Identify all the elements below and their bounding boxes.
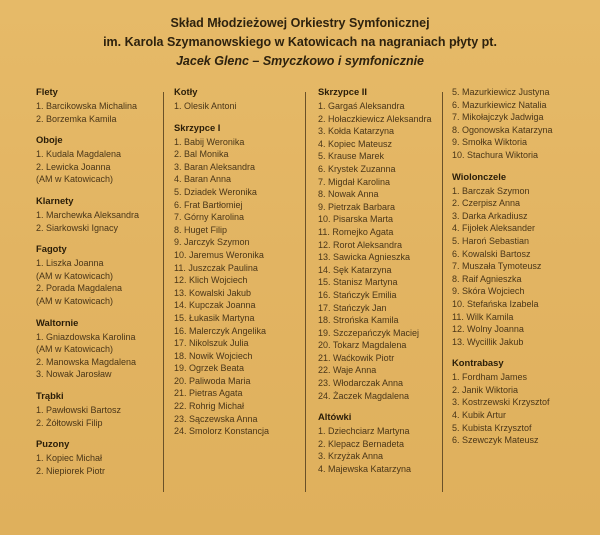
section-title: Oboje (36, 134, 63, 146)
musician-entry: 10. Stefańska Izabela (452, 298, 539, 309)
musician-entry: 11. Wilk Kamila (452, 311, 514, 322)
musician-entry: 7. Mikołajczyk Jadwiga (452, 112, 544, 123)
instrument-section (452, 86, 592, 162)
musician-entry: 7. Migdał Karolina (318, 176, 391, 187)
musician-entry: 1. Dziechciarz Martyna (318, 426, 410, 437)
musician-entry: 7. Muszała Tymoteusz (452, 261, 542, 272)
musician-entry: 4. Fijołek Aleksander (452, 223, 536, 234)
musician-entry: 5. Dziadek Weronika (174, 186, 257, 197)
musician-entry: 5. Mazurkiewicz Justyna (452, 87, 550, 97)
musician-entry: 19. Ogrzek Beata (174, 363, 245, 374)
musician-entry: 5. Haroń Sebastian (452, 235, 530, 246)
musician-entry: 1. Marchewka Aleksandra (36, 209, 140, 220)
musician-entry: 2. Bal Monika (174, 149, 229, 160)
musician-entry: 9. Pietrzak Barbara (318, 201, 396, 212)
musician-entry: 13. Wycillik Jakub (452, 336, 524, 347)
musician-entry: 10. Pisarska Marta (318, 214, 394, 225)
musician-entry: 1. Babij Weronika (174, 136, 245, 147)
musician-entry: 2. Żółtowski Filip (36, 417, 103, 428)
instrument-section (36, 390, 154, 429)
musician-entry: 5. Krause Marek (318, 151, 385, 162)
musician-entry: 2. Manowska Magdalena (36, 356, 137, 367)
musician-entry: 11. Romejko Agata (318, 226, 394, 237)
section-title: Altówki (318, 411, 352, 423)
header (0, 14, 600, 71)
musician-entry: 1. Kudala Magdalena (36, 149, 122, 160)
musician-entry: 1. Fordham James (452, 372, 528, 383)
musician-entry: 10. Stachura Wiktoria (452, 149, 539, 160)
musician-entry: 1. Gargaś Aleksandra (318, 101, 405, 111)
musician-entry: 2. Lewicka Joanna (36, 161, 111, 172)
musician-entry: 6. Mazurkiewicz Natalia (452, 99, 547, 110)
musician-entry: 2. Czerpisz Anna (452, 198, 521, 209)
musician-entry: 2. Siarkowski Ignacy (36, 222, 119, 233)
musician-entry: 18. Nowik Wojciech (174, 350, 253, 361)
musician-entry: 18. Strońska Kamila (318, 315, 399, 326)
musician-entry: 9. Skóra Wojciech (452, 286, 525, 297)
musician-entry: 1. Pawłowski Bartosz (36, 404, 122, 415)
musician-entry: (AM w Katowicach) (36, 344, 114, 355)
musician-entry: 22. Waje Anna (318, 365, 377, 376)
musician-entry: 2. Porada Magdalena (36, 283, 123, 294)
musician-entry: 8. Ogonowska Katarzyna (452, 124, 553, 135)
musician-entry: 3. Nowak Jarosław (36, 369, 112, 380)
musician-entry: 3. Krzyżak Anna (318, 451, 384, 462)
musician-entry: 7. Górny Karolina (174, 212, 245, 223)
musician-entry: 2. Borzemka Kamila (36, 113, 117, 124)
column-3 (318, 86, 442, 485)
musician-entry: 12. Klich Wojciech (174, 275, 248, 286)
musician-entry: 6. Kowalski Bartosz (452, 248, 531, 259)
musician-entry: 12. Wolny Joanna (452, 324, 524, 335)
musician-entry: 4. Kubik Artur (452, 410, 507, 421)
musician-entry: 22. Rohrig Michał (174, 401, 245, 412)
instrument-section (36, 86, 154, 125)
musician-entry: 6. Frat Bartłomiej (174, 199, 243, 210)
musician-entry: 5. Kubista Krzysztof (452, 422, 532, 433)
musician-entry: 4. Kopiec Mateusz (318, 138, 393, 149)
section-title: Kotły (174, 86, 198, 97)
section-title: Skrzypce I (174, 121, 221, 133)
musician-entry: 8. Huget Filip (174, 224, 228, 235)
musician-entry: 1. Barcikowska Michalina (36, 101, 138, 111)
instrument-section (174, 86, 294, 113)
musician-entry: 3. Kostrzewski Krzysztof (452, 397, 550, 408)
musician-entry: 12. Rorot Aleksandra (318, 239, 403, 250)
section-title: Wiolonczele (452, 170, 507, 182)
musician-entry: 21. Waćkowik Piotr (318, 352, 395, 363)
musician-entry: 1. Liszka Joanna (36, 258, 104, 269)
musician-entry: 1. Olesik Antoni (174, 101, 237, 111)
column-4 (452, 86, 592, 456)
header-title: Skład Młodzieżowej Orkiestry Symfonicznej (170, 16, 430, 30)
musician-entry: 19. Szczepańczyk Maciej (318, 327, 420, 338)
musician-entry: 14. Kupczak Joanna (174, 300, 256, 311)
album-title: Jacek Glenc – Smyczkowo i symfonicznie (175, 54, 425, 68)
musician-entry: 20. Paliwoda Maria (174, 375, 251, 386)
column-1 (36, 86, 154, 486)
musician-entry: 1. Kopiec Michał (36, 453, 103, 464)
musician-entry: 17. Stańczyk Jan (318, 302, 387, 313)
column-divider (163, 92, 164, 492)
musician-entry: 2. Janik Wiktoria (452, 384, 519, 395)
instrument-section (36, 317, 154, 381)
musician-entry: 13. Kowalski Jakub (174, 287, 252, 298)
musician-entry: 24. Żaczek Magdalena (318, 390, 410, 401)
musician-entry: 2. Klepacz Bernadeta (318, 438, 405, 449)
section-title: Fagoty (36, 243, 67, 255)
musician-entry: 3. Kołda Katarzyna (318, 126, 395, 137)
section-title: Flety (36, 86, 58, 97)
instrument-section (36, 243, 154, 307)
musician-entry: (AM w Katowicach) (36, 270, 114, 281)
musician-entry: 2. Hołaczkiewicz Aleksandra (318, 113, 432, 124)
musician-entry: 23. Włodarczak Anna (318, 378, 404, 389)
instrument-section (452, 171, 592, 349)
musician-entry: 4. Majewska Katarzyna (318, 464, 412, 475)
musician-entry: 11. Juszczak Paulina (174, 262, 258, 273)
musician-entry: 15. Stanisz Martyna (318, 277, 398, 288)
musician-entry: (AM w Katowicach) (36, 174, 114, 185)
musician-entry: 17. Nikolszuk Julia (174, 338, 249, 349)
musician-entry: 10. Jaremus Weronika (174, 249, 264, 260)
musician-entry: 16. Stańczyk Emilia (318, 289, 397, 300)
musician-entry: 20. Tokarz Magdalena (318, 340, 407, 351)
section-title: Trąbki (36, 389, 64, 401)
musician-entry: 6. Szewczyk Mateusz (452, 435, 539, 446)
instrument-section (174, 122, 294, 438)
instrument-section (452, 357, 592, 447)
musician-entry: 15. Łukasik Martyna (174, 312, 255, 323)
musician-entry: 2. Niepiorek Piotr (36, 465, 106, 476)
instrument-section (318, 86, 442, 402)
section-title: Klarnety (36, 194, 74, 206)
musician-entry: 1. Gniazdowska Karolina (36, 331, 136, 342)
musician-entry: 21. Pietras Agata (174, 388, 243, 399)
instrument-section (36, 438, 154, 477)
musician-entry: 4. Baran Anna (174, 174, 232, 185)
musician-entry: 24. Smolorz Konstancja (174, 426, 270, 437)
section-title: Kontrabasy (452, 357, 504, 369)
musician-entry: 23. Sączewska Anna (174, 413, 258, 424)
musician-entry: 8. Nowak Anna (318, 189, 379, 200)
section-title: Puzony (36, 438, 70, 450)
musician-entry: 3. Baran Aleksandra (174, 161, 256, 172)
musician-entry: 6. Krystek Zuzanna (318, 163, 396, 174)
section-title: Skrzypce II (318, 86, 367, 97)
instrument-section (36, 134, 154, 186)
musician-entry: (AM w Katowicach) (36, 295, 114, 306)
header-school: im. Karola Szymanowskiego w Katowicach na nagraniach płyty pt. (103, 35, 497, 49)
musician-entry: 9. Jarczyk Szymon (174, 237, 250, 248)
musician-entry: 1. Barczak Szymon (452, 185, 530, 196)
musician-entry: 16. Malerczyk Angelika (174, 325, 267, 336)
column-divider (305, 92, 306, 492)
musician-entry: 9. Smołka Wiktoria (452, 137, 528, 148)
musician-entry: 3. Darka Arkadiusz (452, 210, 528, 221)
instrument-section (318, 411, 442, 475)
musician-entry: 13. Sawicka Agnieszka (318, 252, 411, 263)
section-title: Waltornie (36, 316, 79, 328)
musician-entry: 14. Sęk Katarzyna (318, 264, 392, 275)
column-divider (442, 92, 443, 492)
instrument-section (36, 195, 154, 234)
musician-entry: 8. Raif Agnieszka (452, 273, 522, 284)
column-2 (174, 86, 294, 447)
